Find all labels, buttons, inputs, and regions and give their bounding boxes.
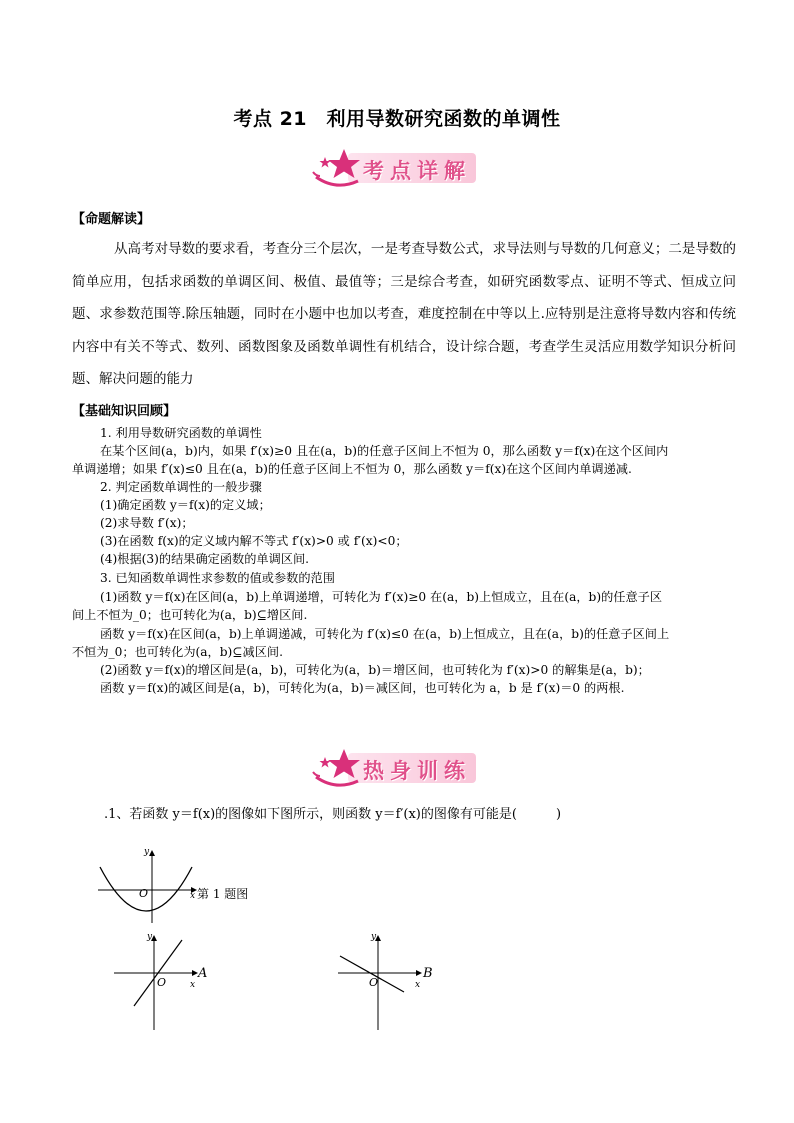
axis-y-label: y [147, 932, 153, 942]
section-banner-reshen [310, 747, 490, 791]
axis-x-label: x [190, 891, 196, 901]
knowledge-line: 函数 y＝f(x)的减区间是(a，b)，可转化为(a，b)＝减区间，也可转化为 a，b 是 f′(x)＝0 的两根. [100, 681, 625, 695]
section-banner-kaodian [310, 147, 490, 191]
origin-label: O [157, 976, 167, 989]
banner-text: 考点详解 [363, 159, 471, 183]
figure-1-parabola-graph [96, 845, 206, 925]
jichu-label: 【基础知识回顾】 [72, 404, 177, 419]
figure-caption: 第 1 题图 [197, 887, 249, 901]
axis-y-label: y [371, 932, 377, 942]
option-b-graph [336, 932, 436, 1032]
banner-text: 热身训练 [363, 759, 471, 783]
knowledge-line: 2. 判定函数单调性的一般步骤 [100, 480, 262, 494]
page-title: 考点 21 利用导数研究函数的单调性 [233, 108, 561, 130]
axis-y-label: y [144, 847, 150, 857]
mingti-label: 【命题解读】 [72, 212, 151, 227]
knowledge-line: (3)在函数 f(x)的定义域内解不等式 f′(x)>0 或 f′(x)<0； [100, 534, 408, 548]
knowledge-line: 3. 已知函数单调性求参数的值或参数的范围 [100, 571, 335, 585]
knowledge-line: 间上不恒为_0；也可转化为(a，b)⊆增区间. [72, 608, 308, 622]
knowledge-line: (1)确定函数 y＝f(x)的定义域； [100, 498, 271, 512]
origin-label: O [369, 976, 379, 989]
knowledge-line: 单调递增；如果 f′(x)≤0 且在(a，b)的任意子区间上不恒为 0，那么函数 y＝f(x)在这个区间内单调递减. [72, 462, 632, 476]
knowledge-line: 在某个区间(a，b)内，如果 f′(x)≥0 且在(a，b)的任意子区间上不恒为 0，那么函数 y＝f(x)在这个区间内 [100, 444, 669, 458]
knowledge-line: (2)函数 y＝f(x)的增区间是(a，b)，可转化为(a，b)＝增区间，也可转化为 f′(x)>0 的解集是(a，b)； [100, 663, 650, 677]
option-b-label: B [423, 966, 433, 981]
knowledge-line: (2)求导数 f′(x)； [100, 516, 194, 530]
knowledge-line: 1. 利用导数研究函数的单调性 [100, 426, 262, 440]
knowledge-line: 函数 y＝f(x)在区间(a，b)上单调递减，可转化为 f′(x)≤0 在(a，b)上恒成立，且在(a，b)的任意子区间上 [100, 627, 670, 641]
question-1-text: .1、若函数 y＝f(x)的图像如下图所示，则函数 y＝f′(x)的图像有可能是( ) [104, 807, 562, 822]
origin-label: O [139, 887, 149, 900]
option-a-label: A [198, 966, 208, 981]
axis-x-label: x [415, 980, 421, 990]
axis-x-label: x [190, 980, 196, 990]
mingti-text: 从高考对导数的要求看，考查分三个层次，一是考查导数公式，求导法则与导数的几何意义；二是导数的简单应用，包括求函数的单调区间、极值、最值等；三是综合考查，如研究函数零点、证明不等式、恒成立问题、求参数范围等.除压轴题，同时在小题中也加以考查，难度控制在中等以上.应特别是注意将导数内容和传统内容中有关不等式、数列、函数图象及函数单调性有机结合，设计综合题，考查学生灵活应用数学知识分析问题、解决问题的能力 [72, 241, 736, 387]
mingti-paragraph [72, 233, 736, 396]
knowledge-line: 不恒为_0；也可转化为(a，b)⊆减区间. [72, 645, 283, 659]
knowledge-line: (1)函数 y＝f(x)在区间(a，b)上单调递增，可转化为 f′(x)≥0 在(a，b)上恒成立，且在(a，b)的任意子区 [100, 590, 663, 604]
knowledge-line: (4)根据(3)的结果确定函数的单调区间. [100, 552, 310, 566]
